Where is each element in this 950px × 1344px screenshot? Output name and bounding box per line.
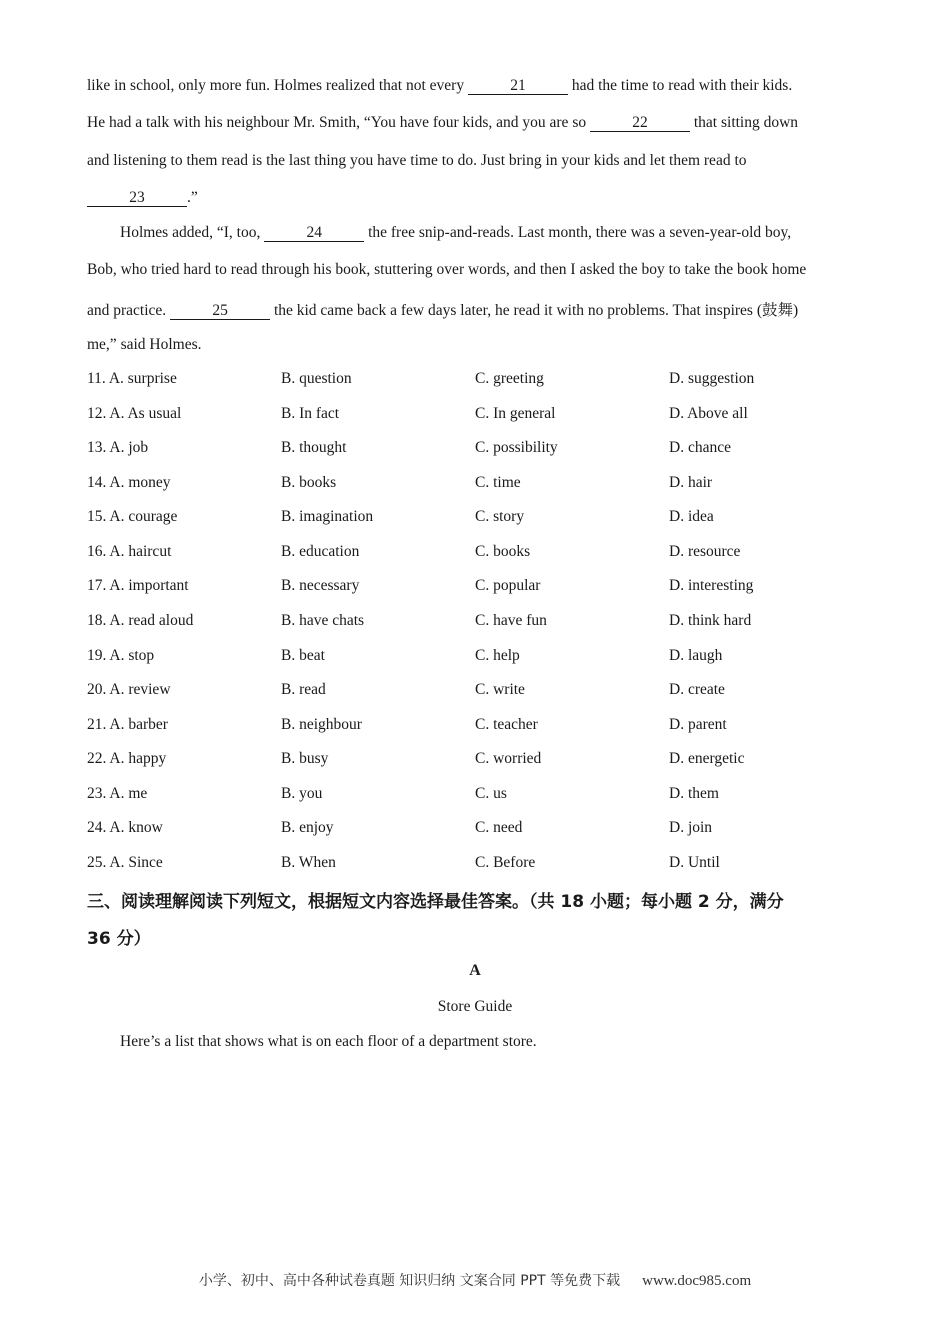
option-a: 22. A. happy — [87, 750, 167, 767]
option-b: B. beat — [281, 647, 325, 664]
option-b: B. neighbour — [281, 716, 362, 733]
option-a: 14. A. money — [87, 474, 171, 491]
option-d: D. them — [669, 785, 719, 802]
option-a: 16. A. haircut — [87, 543, 172, 560]
option-a: 13. A. job — [87, 439, 149, 456]
option-c: C. books — [475, 543, 531, 560]
option-c: C. possibility — [475, 439, 558, 456]
blank-22: 22 — [590, 114, 690, 132]
option-d: D. chance — [669, 439, 731, 456]
option-a: 11. A. surprise — [87, 370, 177, 387]
option-c: C. time — [475, 474, 521, 491]
option-a: 25. A. Since — [87, 854, 163, 871]
footer-text: 小学、初中、高中各种试卷真题 知识归纳 文案合同 PPT 等免费下载 — [198, 1273, 621, 1289]
option-d: D. join — [669, 819, 713, 836]
option-a: 23. A. me — [87, 785, 148, 802]
option-d: D. create — [669, 681, 725, 698]
option-b: B. you — [281, 785, 323, 802]
option-c: C. have fun — [475, 612, 547, 629]
option-d: D. Until — [669, 854, 720, 871]
section-heading-cont: 36 分） — [87, 929, 151, 949]
option-b: B. read — [281, 681, 326, 698]
blank-23: 23 — [87, 189, 187, 207]
passage-line-5: Holmes added, “I, too, 24 the free snip-and-reads. Last month, there was a seven-year-old boy, — [120, 224, 792, 241]
section-heading: 三、阅读理解阅读下列短文，根据短文内容选择最佳答案。（共 18 小题；每小题 2 分，满分 — [87, 892, 784, 912]
passage-title: Store Guide — [437, 998, 513, 1015]
option-d: D. think hard — [669, 612, 752, 629]
passage-line-6: Bob, who tried hard to read through his book, stuttering over words, and then I asked the boy to take the book home — [87, 261, 807, 278]
option-b: B. books — [281, 474, 337, 491]
part-label: A — [469, 962, 481, 979]
option-b: B. imagination — [281, 508, 374, 525]
option-b: B. When — [281, 854, 336, 871]
option-a: 18. A. read aloud — [87, 612, 194, 629]
option-b: B. have chats — [281, 612, 365, 629]
option-c: C. teacher — [475, 716, 538, 733]
option-d: D. idea — [669, 508, 714, 525]
footer-url[interactable]: www.doc985.com — [642, 1273, 752, 1289]
passage-line-3: and listening to them read is the last thing you have time to do. Just bring in your kids and let them read to — [87, 152, 747, 169]
option-c: C. help — [475, 647, 520, 664]
passage-intro: Here’s a list that shows what is on each floor of a department store. — [120, 1033, 537, 1050]
option-c: C. greeting — [475, 370, 544, 387]
page-footer — [0, 1270, 950, 1290]
passage-line-2: He had a talk with his neighbour Mr. Smith, “You have four kids, and you are so 22 that sitting down — [87, 114, 799, 131]
blank-24: 24 — [264, 224, 364, 242]
option-c: C. Before — [475, 854, 536, 871]
option-d: D. resource — [669, 543, 741, 560]
option-a: 15. A. courage — [87, 508, 178, 525]
option-b: B. busy — [281, 750, 329, 767]
option-b: B. education — [281, 543, 360, 560]
option-a: 21. A. barber — [87, 716, 168, 733]
option-d: D. energetic — [669, 750, 745, 767]
option-c: C. us — [475, 785, 507, 802]
passage-line-4: 23 .” — [87, 189, 198, 207]
option-d: D. Above all — [669, 405, 748, 422]
option-d: D. hair — [669, 474, 713, 491]
option-d: D. suggestion — [669, 370, 755, 387]
option-c: C. In general — [475, 405, 556, 422]
option-c: C. popular — [475, 577, 541, 594]
blank-25: 25 — [170, 302, 270, 320]
passage-line-7: and practice. 25 the kid came back a few days later, he read it with no problems. That inspires (鼓舞) — [87, 302, 799, 319]
option-c: C. worried — [475, 750, 542, 767]
option-a: 17. A. important — [87, 577, 189, 594]
passage-line-8: me,” said Holmes. — [87, 336, 202, 353]
option-d: D. parent — [669, 716, 727, 733]
option-a: 24. A. know — [87, 819, 163, 836]
option-d: D. interesting — [669, 577, 754, 594]
option-b: B. question — [281, 370, 352, 387]
option-a: 12. A. As usual — [87, 405, 182, 422]
option-b: B. enjoy — [281, 819, 334, 836]
option-c: C. story — [475, 508, 525, 525]
passage-line-1: like in school, only more fun. Holmes realized that not every 21 had the time to read with their kids. — [87, 77, 793, 94]
option-b: B. In fact — [281, 405, 340, 422]
blank-21: 21 — [468, 77, 568, 95]
option-b: B. necessary — [281, 577, 360, 594]
option-b: B. thought — [281, 439, 347, 456]
option-d: D. laugh — [669, 647, 723, 664]
option-a: 20. A. review — [87, 681, 171, 698]
option-c: C. need — [475, 819, 523, 836]
option-c: C. write — [475, 681, 525, 698]
option-a: 19. A. stop — [87, 647, 155, 664]
